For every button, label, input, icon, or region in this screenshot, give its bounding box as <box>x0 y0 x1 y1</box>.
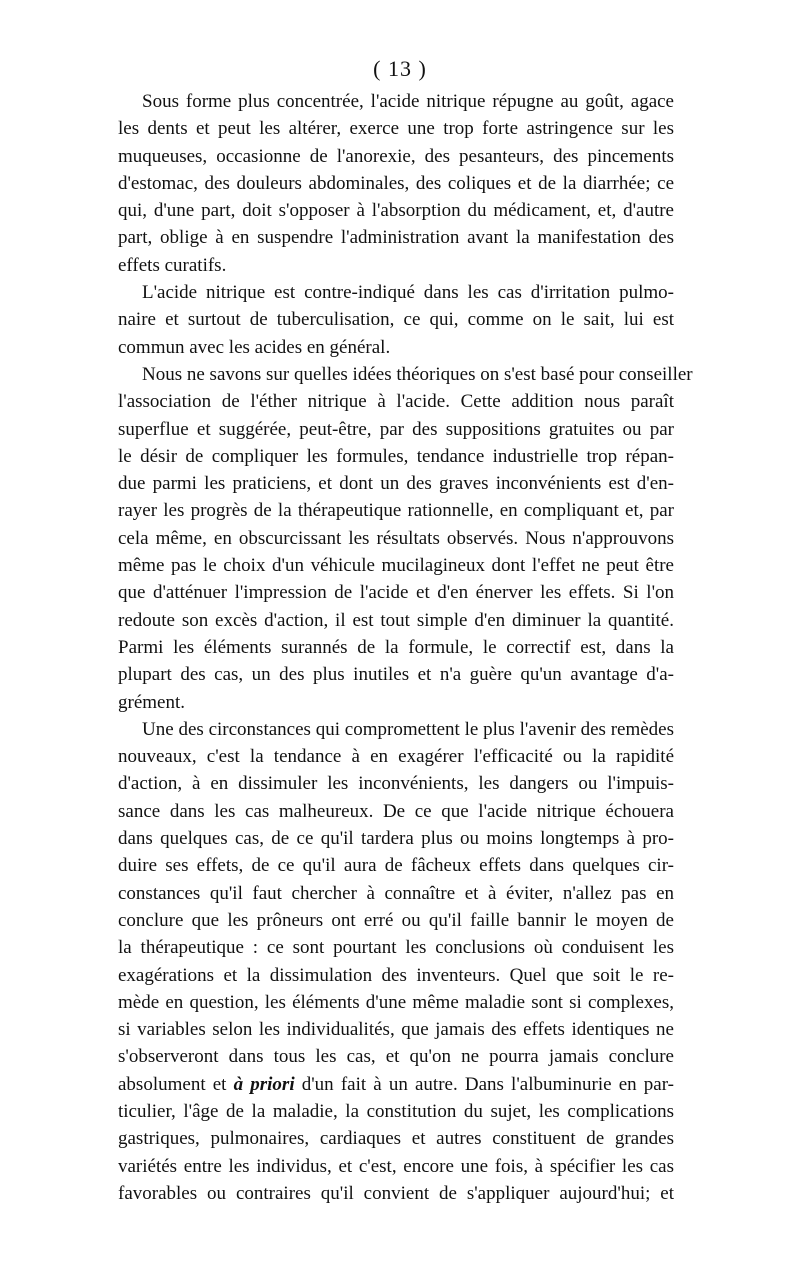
text-line: constances qu'il faut chercher à connaître et à éviter, n'allez pas en <box>118 882 674 904</box>
text-segment: absolument et <box>118 1073 234 1095</box>
italic-text: à priori <box>233 1073 295 1095</box>
text-line: conclure que les prôneurs ont erré ou qu'il faille bannir le moyen de <box>118 909 674 931</box>
text-line: effets curatifs. <box>118 254 227 276</box>
text-line: grément. <box>118 691 186 713</box>
text-line: qui, d'une part, doit s'opposer à l'absorption du médicament, et, d'autre <box>118 200 674 222</box>
text-line: gastriques, pulmonaires, cardiaques et autres constituent de grandes <box>118 1128 674 1150</box>
text-line: Une des circonstances qui compromettent le plus l'avenir des remèdes <box>142 718 674 740</box>
text-line: duire ses effets, de ce qu'il aura de fâcheux effets dans quelques cir- <box>118 855 674 877</box>
text-line: même pas le choix d'un véhicule mucilagineux dont l'effet ne peut être <box>118 555 674 577</box>
text-line: variétés entre les individus, et c'est, encore une fois, à spécifier les cas <box>118 1155 674 1177</box>
text-line: si variables selon les individualités, que jamais des effets identiques ne <box>118 1019 674 1041</box>
text-line: Sous forme plus concentrée, l'acide nitrique répugne au goût, agace <box>142 91 674 112</box>
text-line: due parmi les praticiens, et dont un des graves inconvénients est d'en- <box>118 473 674 495</box>
text-segment: d'un fait à un autre. Dans l'albuminurie en par- <box>294 1073 674 1095</box>
text-line: d'estomac, des douleurs abdominales, des coliques et de la diarrhée; ce <box>118 172 674 194</box>
text-line: nouveaux, c'est la tendance à en exagérer l'efficacité ou la rapidité <box>118 746 674 768</box>
text-line: cela même, en obscurcissant les résultats observés. Nous n'approuvons <box>118 527 674 549</box>
text-line <box>118 1071 674 1098</box>
body-text <box>118 88 693 1207</box>
text-line: mède en question, les éléments d'une même maladie sont si complexes, <box>118 991 674 1013</box>
text-line: muqueuses, occasionne de l'anorexie, des pesanteurs, des pincements <box>118 145 674 167</box>
text-line: Parmi les éléments surannés de la formule, le correctif est, dans la <box>118 636 674 658</box>
text-line: dans quelques cas, de ce qu'il tardera plus ou moins longtemps à pro- <box>118 828 674 850</box>
text-line: part, oblige à en suspendre l'administration avant la manifestation des <box>118 227 674 249</box>
text-line: les dents et peut les altérer, exerce une trop forte astringence sur les <box>118 118 674 140</box>
text-line: le désir de compliquer les formules, tendance industrielle trop répan- <box>118 445 674 467</box>
text-line: d'action, à en dissimuler les inconvénients, les dangers ou l'impuis- <box>118 773 674 795</box>
page-number: ( 13 ) <box>373 56 427 81</box>
text-line: rayer les progrès de la thérapeutique rationnelle, en compliquant et, par <box>118 500 674 522</box>
text-line: exagérations et la dissimulation des inventeurs. Quel que soit le re- <box>118 964 674 986</box>
text-line: la thérapeutique : ce sont pourtant les conclusions où conduisent les <box>118 937 674 959</box>
text-line: plupart des cas, un des plus inutiles et n'a guère qu'un avantage d'a- <box>118 664 674 686</box>
text-line: L'acide nitrique est contre-indiqué dans les cas d'irritation pulmo- <box>142 282 674 304</box>
text-line: s'observeront dans tous les cas, et qu'on ne pourra jamais conclure <box>118 1046 674 1068</box>
text-line: sance dans les cas malheureux. De ce que l'acide nitrique échouera <box>118 800 674 822</box>
text-line: redoute son excès d'action, il est tout simple d'en diminuer la quantité. <box>118 609 674 631</box>
text-line: commun avec les acides en général. <box>118 336 391 358</box>
text-line: l'association de l'éther nitrique à l'acide. Cette addition nous paraît <box>118 391 674 413</box>
text-line: Nous ne savons sur quelles idées théoriques on s'est basé pour conseiller <box>142 363 693 385</box>
text-line: ticulier, l'âge de la maladie, la constitution du sujet, les complications <box>118 1100 674 1122</box>
text-line: que d'atténuer l'impression de l'acide et d'en énerver les effets. Si l'on <box>118 582 674 604</box>
text-line: favorables ou contraires qu'il convient de s'appliquer aujourd'hui; et <box>118 1182 674 1204</box>
text-line: naire et surtout de tuberculisation, ce qui, comme on le sait, lui est <box>118 309 674 331</box>
text-line: superflue et suggérée, peut-être, par des suppositions gratuites ou par <box>118 418 674 440</box>
